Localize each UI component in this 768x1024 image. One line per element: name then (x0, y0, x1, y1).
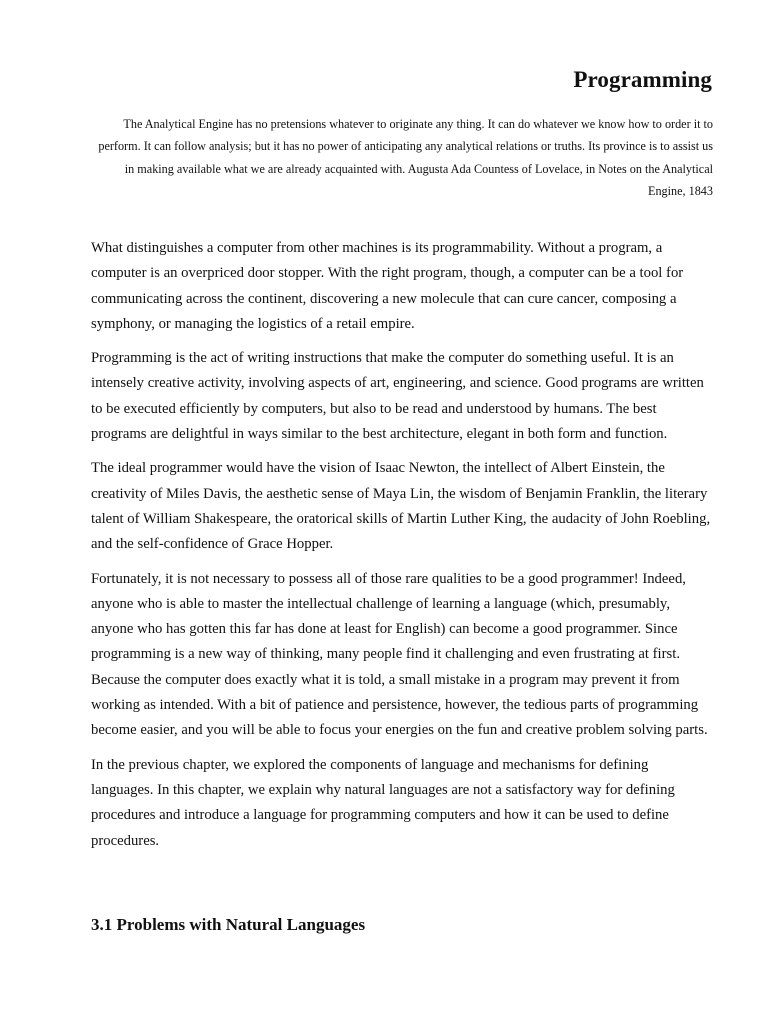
chapter-title: Programming (573, 67, 712, 92)
body-paragraph: The ideal programmer would have the vision of Isaac Newton, the intellect of Albert Einstein, the creativity of Miles Davis, the aesthetic sense of Maya Lin, the wisdom of Benjamin Franklin, the literary talent of William Shakespeare, the oratorical skills of Martin Luther King, the audacity of John Roebling, and the self-confidence of Grace Hopper. (91, 460, 711, 553)
body-paragraph: Fortunately, it is not necessary to possess all of those rare qualities to be a good programmer! Indeed, anyone who is able to master the intellectual challenge of learning a language (which, presumably, anyone who has gotten this far has done at least for English) can become a good programmer. Since programming is a new way of thinking, many people find it challenging and even frustrating at first. Because the computer does exactly what it is told, a small mistake in a program may prevent it from working as intended. With a bit of patience and persistence, however, the tedious parts of programming become easier, and you will be able to focus your energies on the fun and creative problem solving parts. (91, 570, 708, 739)
body-text (91, 236, 712, 863)
section-heading: 3.1 Problems with Natural Languages (91, 915, 366, 934)
body-paragraph: What distinguishes a computer from other machines is its programmability. Without a program, a computer is an overpriced door stopper. With the right program, though, a computer can be a tool for communicating across the continent, discovering a new molecule that can cure cancer, composing a symphony, or managing the logistics of a retail empire. (91, 240, 684, 332)
body-paragraph: In the previous chapter, we explored the components of language and mechanisms for defining languages. In this chapter, we explain why natural languages are not a satisfactory way for defining procedures and introduce a language for programming computers and how it can be used to define procedures. (91, 756, 675, 849)
body-paragraph: Programming is the act of writing instructions that make the computer do something useful. It is an intensely creative activity, involving aspects of art, engineering, and science. Good programs are written to be executed efficiently by computers, but also to be read and understood by humans. The best programs are delightful in ways similar to the best architecture, elegant in both form and function. (91, 350, 704, 443)
epigraph-quote: The Analytical Engine has no pretensions whatever to originate any thing. It can do whatever we know how to order it to perform. It can follow analysis; but it has no power of anticipating any analytical relations or truths. Its province is to assist us in making available what we are already acquainted with. Augusta Ada Countess of Lovelace, in Notes on the Analytical Engine, 1843 (98, 117, 713, 198)
